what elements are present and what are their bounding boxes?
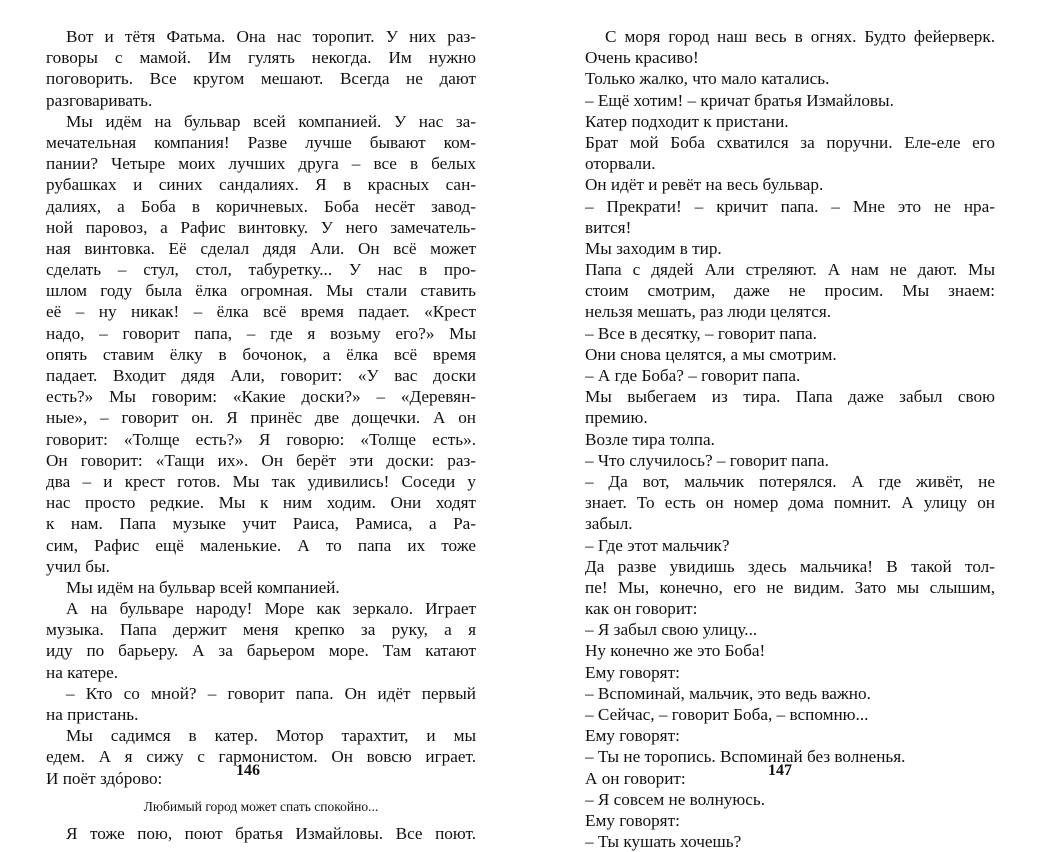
text-line: – Кто со мной? – говорит папа. Он идёт первый: [66, 683, 476, 703]
text-line: Мы садимся в катер. Мотор тарахтит, и мы: [66, 726, 476, 746]
text-line: опять ставим ёлку в бочонок, а ёлка всё время: [46, 344, 476, 364]
text-line: едем. А я сижу с гармонистом. Он вовсю играет.: [46, 747, 476, 767]
text-line: – Что случилось? – говорит папа.: [585, 450, 829, 470]
text-line: – Я совсем не волнуюсь.: [585, 789, 765, 809]
text-line: мечательная компания! Разве лучше бывают ком-: [46, 132, 476, 152]
text-line: вится!: [585, 217, 632, 237]
page-number-right: 147: [768, 762, 792, 779]
text-line: – Где этот мальчик?: [585, 535, 730, 555]
text-line: И поёт здóрово:: [46, 768, 163, 788]
text-line: Ему говорят:: [585, 810, 680, 830]
text-line: Ну конечно же это Боба!: [585, 641, 766, 661]
text-line: два – и крест готов. Мы так удивились! Соседи у: [46, 471, 476, 491]
text-line: Он говорит: «Тащи их». Он берёт эти доски: раз-: [46, 450, 476, 470]
text-line: – А где Боба? – говорит папа.: [585, 366, 801, 385]
text-line: Только жалко, что мало катались.: [585, 69, 830, 89]
text-line: Да разве увидишь здесь мальчика! В такой тол-: [585, 556, 995, 576]
text-line: ной паровоз, а Рафис винтовку. У него замечатель-: [46, 217, 476, 237]
text-line: Я тоже пою, поют братья Измайловы. Все поют.: [66, 823, 476, 843]
text-line: Ему говорят:: [585, 726, 680, 746]
text-line: Мы выбегаем из тира. Папа даже забыл свою: [585, 387, 995, 407]
text-line: Мы идём на бульвар всей компанией.: [66, 577, 340, 597]
left-page: [46, 26, 476, 844]
page-number-left: 146: [236, 762, 260, 779]
text-line: Они снова целятся, а мы смотрим.: [585, 344, 837, 364]
text-line: премию.: [585, 408, 648, 428]
text-line: Возле тира толпа.: [585, 429, 715, 449]
text-line: ная винтовка. Её сделал дядя Али. Он всё может: [46, 238, 476, 258]
text-line: С моря город наш весь в огнях. Будто фейерверк.: [605, 27, 995, 46]
text-line: на катере.: [46, 662, 119, 682]
text-line: падает. Входит дядя Али, говорит: «У вас доски: [46, 366, 476, 385]
text-line: А он говорит:: [585, 768, 686, 788]
text-line: Мы идём на бульвар всей компанией. У нас за-: [66, 111, 476, 131]
text-line: Он идёт и ревёт на весь бульвар.: [585, 175, 824, 195]
text-line: говорит: «Толще есть?» Я говорю: «Толще есть».: [46, 429, 476, 449]
text-line: – Ты кушать хочешь?: [585, 832, 742, 852]
text-line: – Да вот, мальчик потерялся. А где живёт, не: [585, 471, 995, 491]
text-line: – Ещё хотим! – кричат братья Измайловы.: [585, 90, 894, 110]
text-line: пе! Мы, конечно, его не видим. Зато мы слышим,: [585, 577, 995, 597]
text-line: нас просто редкие. Мы к ним ходим. Они ходят: [46, 493, 476, 513]
text-line: говоры с мамой. Им гулять некогда. Им нужно: [46, 48, 476, 68]
text-line: рубашках и синих сандалиях. Я в красных сан-: [46, 175, 476, 195]
text-line: – Все в десятку, – говорит папа.: [585, 323, 817, 343]
text-line: стоим смотрим, даже не просим. Мы знаем:: [585, 281, 995, 301]
text-line: надо, – говорит папа, – где я возьму его?» Мы: [46, 323, 476, 343]
text-line: сим, Рафис ещё маленькие. А то папа их тоже: [46, 535, 476, 555]
text-line: знает. То есть он номер дома помнит. А улицу он: [585, 493, 995, 513]
text-line: далиях, а Боба в коричневых. Боба несёт завод-: [46, 196, 476, 216]
text-line: Катер подходит к пристани.: [585, 111, 789, 131]
text-line: есть?» Мы говорим: «Какие доски?» – «Деревян-: [46, 387, 476, 407]
text-line: нельзя мешать, раз люди целятся.: [585, 302, 832, 322]
text-line: на пристань.: [46, 705, 139, 724]
text-line: сделать – стул, стол, табуретку... У нас в про-: [46, 260, 476, 280]
text-line: как он говорит:: [585, 599, 698, 619]
song-epigraph: Любимый город может спать спокойно...: [143, 798, 379, 814]
text-line: к нам. Папа музыке учит Раиса, Рамиса, а Ра-: [46, 514, 476, 534]
text-line: Мы заходим в тир.: [585, 238, 722, 258]
text-line: – Сейчас, – говорит Боба, – вспомню...: [585, 705, 869, 724]
text-line: – Я забыл свою улицу...: [585, 620, 758, 640]
text-line: Брат мой Боба схватился за поручни. Еле-еле его: [585, 132, 995, 152]
text-line: разговаривать.: [46, 90, 153, 110]
text-line: Вот и тётя Фатьма. Она нас торопит. У них раз-: [66, 27, 476, 46]
text-line: ные», – говорит он. Я принёс две дощечки. А он: [46, 408, 476, 428]
text-line: поговорить. Все кругом мешают. Всегда не дают: [46, 69, 476, 89]
text-line: музыка. Папа держит меня крепко за руку, а я: [46, 620, 476, 640]
text-line: – Вспоминай, мальчик, это ведь важно.: [585, 683, 871, 703]
text-line: А на бульваре народу! Море как зеркало. Играет: [66, 599, 476, 619]
text-line: – Ты не торопись. Вспоминай без волненья.: [585, 747, 906, 767]
text-line: её – ну никак! – ёлка всё время падает. «Крест: [46, 302, 476, 322]
text-line: иду по барьеру. А за барьером море. Там катают: [46, 641, 476, 661]
text-line: Папа с дядей Али стреляют. А нам не дают. Мы: [585, 260, 995, 280]
text-line: забыл.: [585, 514, 633, 534]
text-line: шлом году была ёлка огромная. Мы стали ставить: [46, 281, 476, 301]
text-line: Очень красиво!: [585, 48, 699, 68]
text-line: – Прекрати! – кричит папа. – Мне это не нра-: [585, 196, 995, 216]
text-line: Ему говорят:: [585, 662, 680, 682]
text-line: учил бы.: [46, 556, 110, 576]
right-page: [585, 26, 995, 852]
text-line: пании? Четыре моих лучших друга – все в белых: [46, 154, 476, 174]
text-line: оторвали.: [585, 154, 656, 174]
